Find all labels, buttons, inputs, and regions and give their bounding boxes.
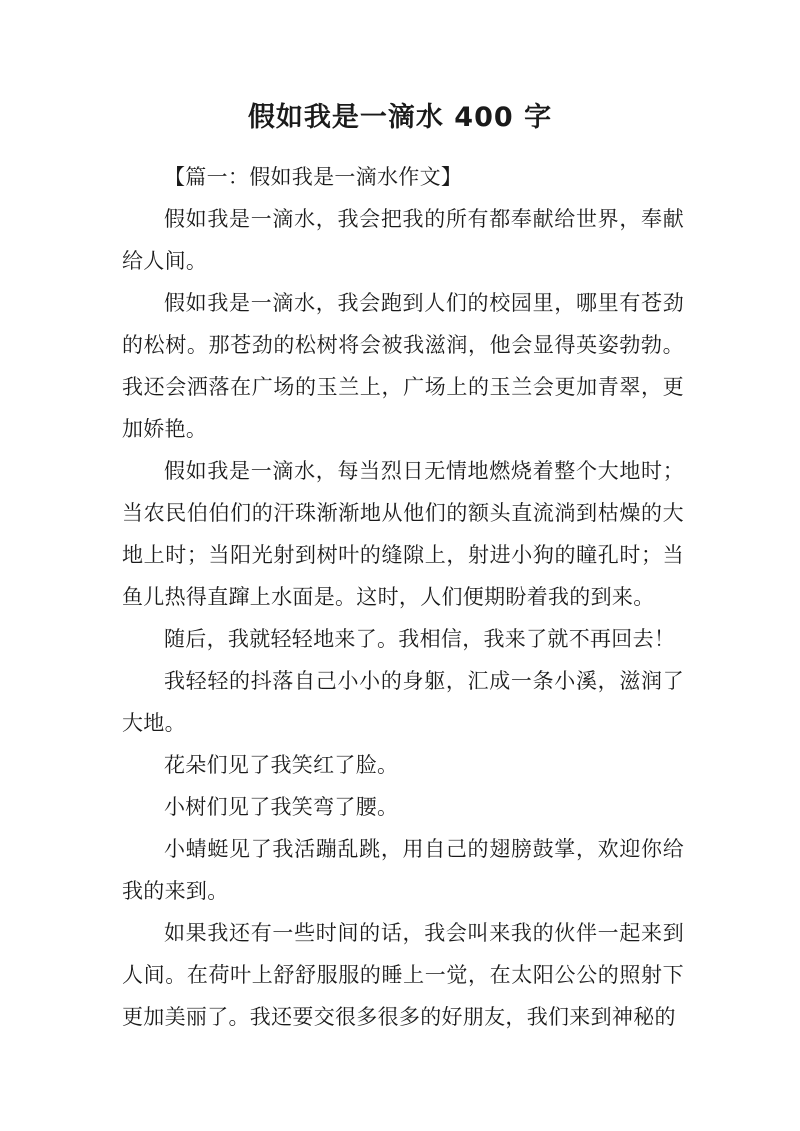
paragraph-3: 假如我是一滴水，每当烈日无情地燃烧着整个大地时；当农民伯伯们的汗珠渐渐地从他们的额头直流淌到枯燥的大地上时；当阳光射到树叶的缝隙上，射进小狗的瞳孔时；当鱼儿热得直蹿上水面是。这时，人们便期盼着我的到来。: [122, 459, 684, 609]
paragraph-2: 假如我是一滴水，我会跑到人们的校园里，哪里有苍劲的松树。那苍劲的松树将会被我滋润，他会显得英姿勃勃。我还会洒落在广场的玉兰上，广场上的玉兰会更加青翠，更加娇艳。: [122, 291, 684, 441]
section-heading: 【篇一：假如我是一滴水作文】: [164, 165, 463, 189]
document-title: 假如我是一滴水 400 字: [247, 102, 553, 133]
paragraph-5: 我轻轻的抖落自己小小的身躯，汇成一条小溪，滋润了大地。: [122, 669, 684, 735]
paragraph-1: 假如我是一滴水，我会把我的所有都奉献给世界，奉献给人间。: [122, 207, 684, 273]
document-body: [122, 156, 684, 1038]
paragraph-6: 花朵们见了我笑红了脸。: [164, 753, 399, 777]
paragraph-7: 小树们见了我笑弯了腰。: [164, 795, 399, 819]
paragraph-4: 随后，我就轻轻地来了。我相信，我来了就不再回去！: [164, 627, 676, 651]
paragraph-9: 如果我还有一些时间的话，我会叫来我的伙伴一起来到人间。在荷叶上舒舒服服的睡上一觉，在太阳公公的照射下更加美丽了。我还要交很多很多的好朋友，我们来到神秘的: [122, 921, 684, 1029]
paragraph-8: 小蜻蜓见了我活蹦乱跳，用自己的翅膀鼓掌，欢迎你给我的来到。: [122, 837, 684, 903]
